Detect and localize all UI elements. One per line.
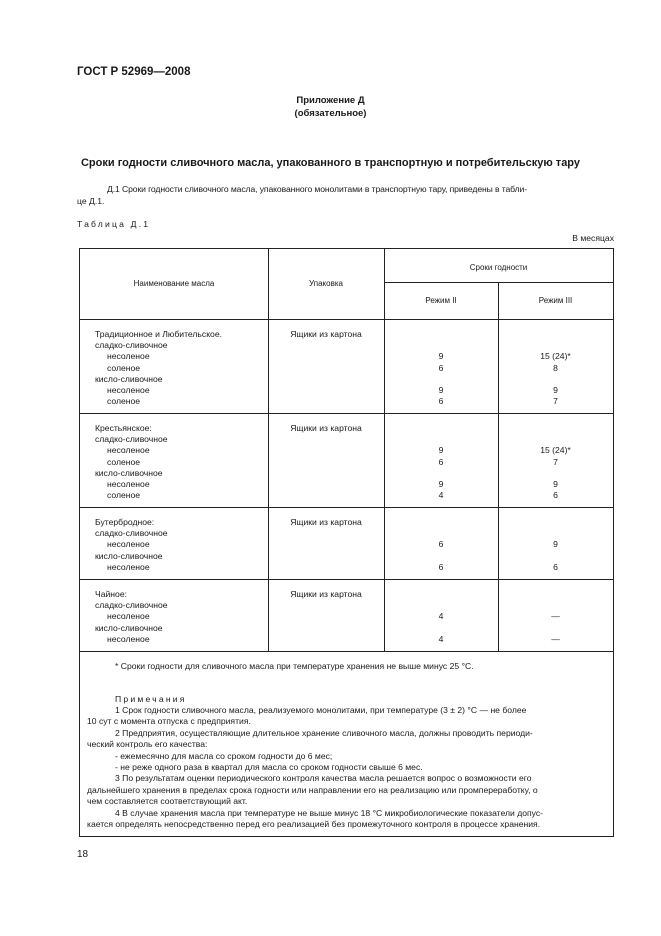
product-name-cell: сладко-сливочное <box>95 340 168 351</box>
note-line: 3 По результатам оценки периодического контроля качества масла решается вопрос о возможности его <box>115 773 532 784</box>
note-line: - ежемесячно для масла со сроком годности до 6 мес; <box>115 750 333 761</box>
notes-heading: Примечания <box>115 694 187 704</box>
product-name-cell: соленое <box>107 396 141 407</box>
product-name-cell: несоленое <box>107 445 150 456</box>
mode-2-value: 9 <box>438 385 444 395</box>
header-mode-3: Режим III <box>538 296 573 305</box>
intro-paragraph-line-1: Д.1 Сроки годности сливочного масла, упакованного монолитами в транспортную тару, приведены в табли- <box>107 184 527 194</box>
packaging-cell: Ящики из картона <box>290 589 362 599</box>
packaging-cell: Ящики из картона <box>290 423 362 433</box>
mode-3-value: 9 <box>553 479 558 489</box>
product-name-cell: сладко-сливочное <box>95 434 168 445</box>
mode-2-value: 4 <box>438 490 444 501</box>
product-name-cell: несоленое <box>107 561 150 572</box>
header-bottom-line <box>80 319 613 320</box>
mode-3-value: 8 <box>553 362 558 373</box>
mode-2-value: 6 <box>438 456 444 467</box>
mode-2-value: 6 <box>438 396 444 407</box>
product-name-cell: соленое <box>107 362 141 373</box>
mode-2-value: 9 <box>438 445 444 456</box>
note-line: 4 В случае хранения масла при температуре не выше минус 18 °С микробиологические показатели допус- <box>115 807 543 818</box>
header-shelf-life: Сроки годности <box>469 263 528 272</box>
note-line: 2 Предприятия, осуществляющие длительное хранение сливочного масла, должны проводить периоди- <box>115 727 533 738</box>
note-line: дальнейшего хранения в пределах срока годности или направлении его на реализацию или промпереработку, о <box>87 784 538 795</box>
product-name-cell: кисло-сливочное <box>95 373 163 384</box>
mode-2-value: 9 <box>438 351 444 362</box>
table-caption: Таблица Д.1 <box>77 219 151 229</box>
header-mode-2: Режим II <box>425 296 457 305</box>
product-name-cell: несоленое <box>107 633 150 644</box>
mode-2-value: 6 <box>438 561 444 572</box>
product-name-cell: несоленое <box>107 479 150 489</box>
mode-2-value: 4 <box>438 633 444 644</box>
page-number: 18 <box>77 849 89 860</box>
product-name-cell: Традиционное и Любительское. <box>95 329 223 339</box>
group-divider <box>80 413 613 414</box>
group-divider <box>80 507 613 508</box>
appendix-status: (обязательное) <box>294 108 367 119</box>
mode-2-value: 9 <box>438 479 444 489</box>
packaging-cell: Ящики из картона <box>290 329 362 339</box>
note-line: чем составляется соответствующий акт. <box>87 796 248 807</box>
product-name-cell: сладко-сливочное <box>95 528 168 539</box>
shelf-life-table <box>79 248 614 837</box>
mode-3-value: 15 (24)* <box>540 445 571 456</box>
mode-3-value: 6 <box>553 490 558 501</box>
mode-2-value: 4 <box>438 611 444 622</box>
mode-2-value: 6 <box>438 539 444 550</box>
product-name-cell: соленое <box>107 456 141 467</box>
mode-3-value: 6 <box>553 561 558 572</box>
header-product-name: Наименование масла <box>133 279 215 288</box>
table-footnote: * Сроки годности для сливочного масла при температуре хранения не выше минус 25 °С. <box>115 661 474 671</box>
note-line: 10 сут с момента отпуска с предприятия. <box>87 716 251 727</box>
product-name-cell: соленое <box>107 490 141 501</box>
product-name-cell: несоленое <box>107 611 150 622</box>
product-name-cell: несоленое <box>107 351 150 362</box>
appendix-label: Приложение Д <box>296 95 365 106</box>
product-name-cell: сладко-сливочное <box>95 600 168 611</box>
product-name-cell: несоленое <box>107 539 150 550</box>
mode-3-value: 15 (24)* <box>540 351 571 362</box>
table-body-bottom-line <box>80 651 613 652</box>
mode-3-value: — <box>551 633 560 644</box>
mode-3-value: 7 <box>553 456 558 467</box>
table-units: В месяцах <box>572 233 614 243</box>
note-line: - не реже одного раза в квартал для масла со сроком годности свыше 6 мес. <box>115 762 423 772</box>
document-code: ГОСТ Р 52969—2008 <box>77 66 191 78</box>
product-name-cell: кисло-сливочное <box>95 467 163 478</box>
packaging-cell: Ящики из картона <box>290 517 362 527</box>
note-line: 1 Срок годности сливочного масла, реализуемого монолитами, при температуре (3 ± 2) °С — не более <box>115 705 527 715</box>
note-line: ческий контроль его качества: <box>87 739 208 750</box>
header-packaging: Упаковка <box>309 279 343 288</box>
group-divider <box>80 579 613 580</box>
mode-3-value: 9 <box>553 385 558 395</box>
note-line: кается определять непосредственно перед его реализацией без промежуточного контроля в процессе хранения. <box>87 819 541 829</box>
product-name-cell: кисло-сливочное <box>95 550 163 561</box>
product-name-cell: кисло-сливочное <box>95 622 163 633</box>
section-title: Сроки годности сливочного масла, упакованного в транспортную и потребительскую тару <box>80 157 581 169</box>
product-name-cell: Чайное: <box>95 589 127 599</box>
intro-paragraph-line-2: це Д.1. <box>77 196 105 206</box>
mode-3-value: 7 <box>553 396 558 407</box>
mode-2-value: 6 <box>438 362 444 373</box>
product-name-cell: Бутербродное: <box>95 517 155 527</box>
mode-3-value: 9 <box>553 539 558 550</box>
product-name-cell: несоленое <box>107 385 150 395</box>
mode-3-value: — <box>551 611 560 622</box>
product-name-cell: Крестьянское: <box>95 423 152 433</box>
